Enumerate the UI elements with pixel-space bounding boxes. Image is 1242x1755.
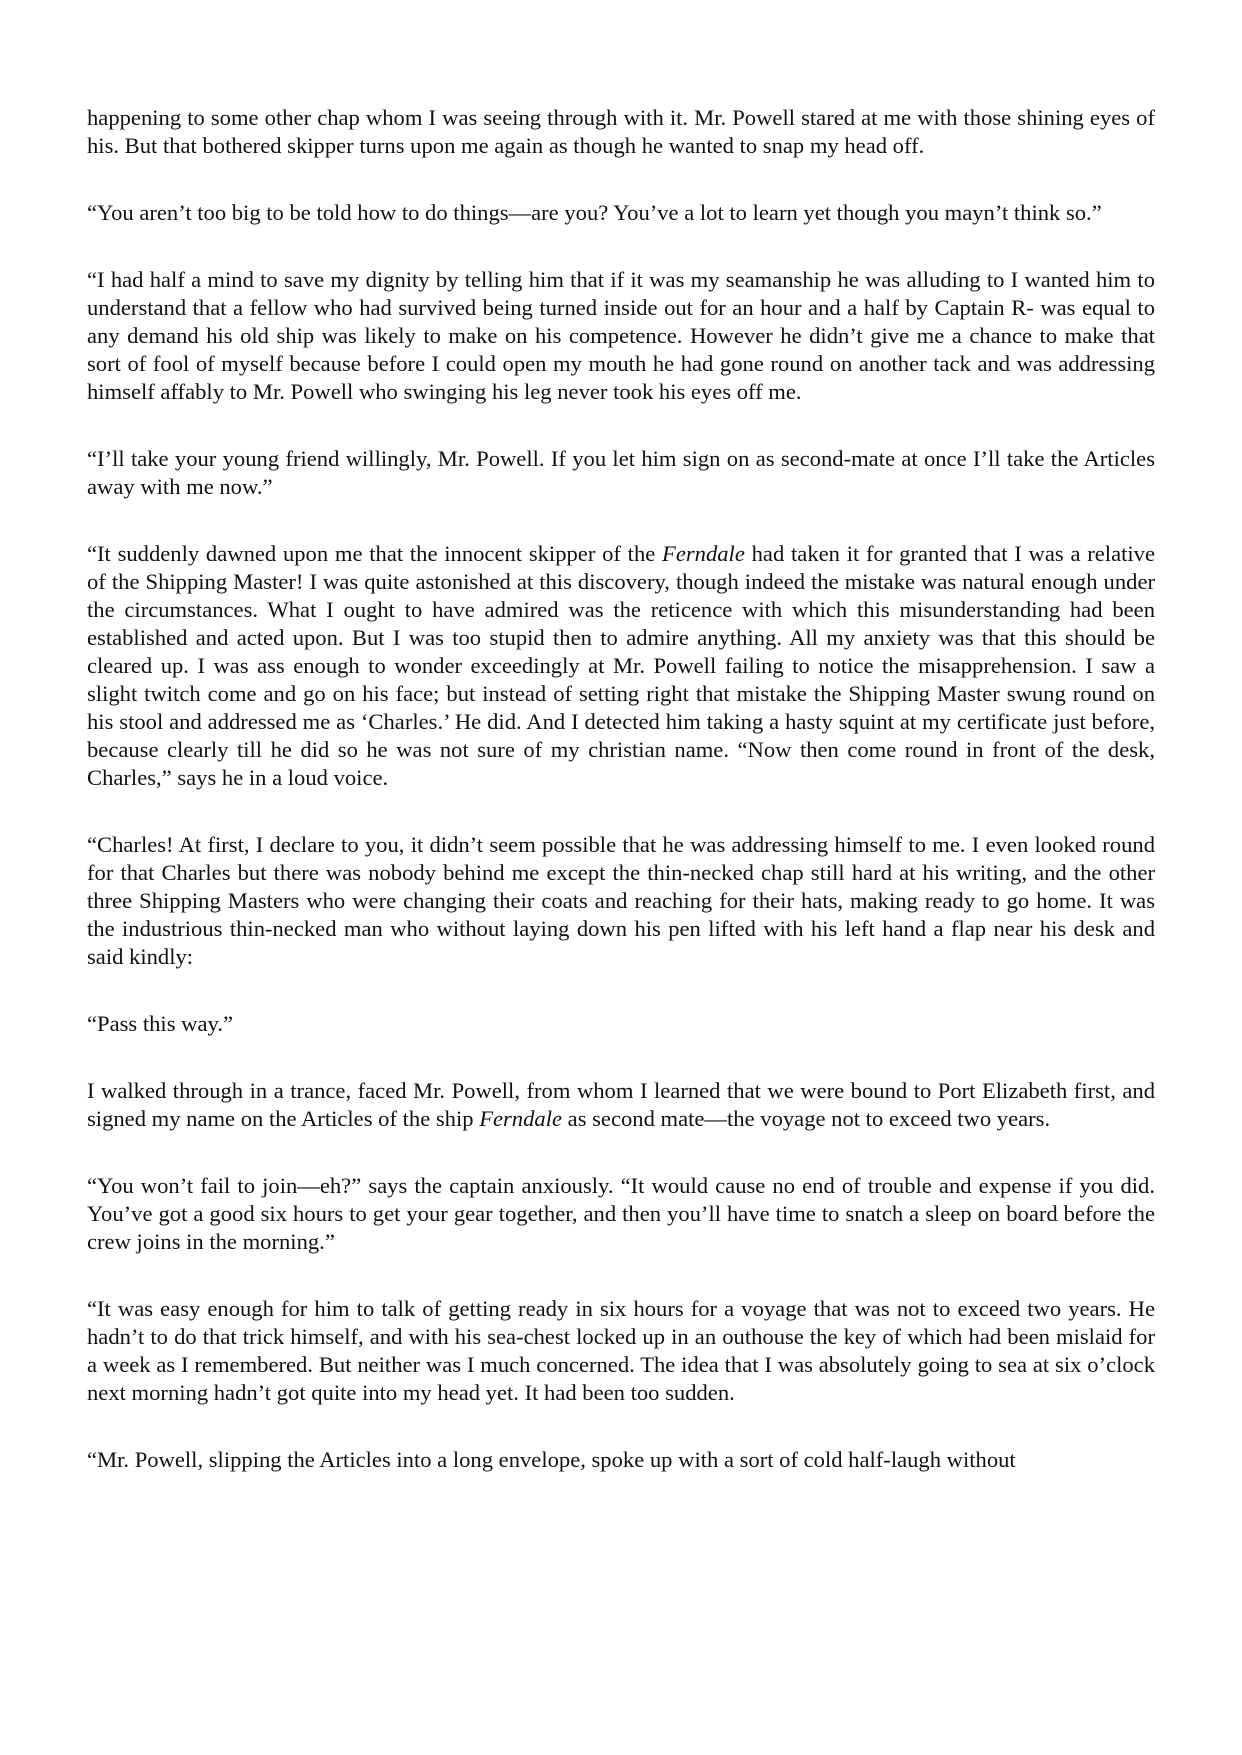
paragraph-text: “You won’t fail to join—eh?” says the captain anxiously. “It would cause no end of trouble and expense if you did. You’ve got a good six hours to get your gear together, and then you’ll have time to snatch a sleep on board before the crew joins in the morning.” xyxy=(87,1173,1155,1254)
paragraph-text: as second mate—the voyage not to exceed two years. xyxy=(562,1106,1051,1131)
paragraph-3 xyxy=(87,266,1155,406)
paragraph-text: “It suddenly dawned upon me that the innocent skipper of the xyxy=(87,541,663,566)
paragraph-text: I walked through in a trance, faced Mr. Powell, from whom I learned that we were bound to Port Elizabeth first, and signed my name on the Articles of the ship xyxy=(87,1078,1155,1131)
paragraph-text: “It was easy enough for him to talk of getting ready in six hours for a voyage that was not to exceed two years. He hadn’t to do that trick himself, and with his sea-chest locked up in an outhouse the key of which had been mislaid for a week as I remembered. But neither was I much concerned. The idea that I was absolutely going to sea at six o’clock next morning hadn’t got quite into my head yet. It had been too sudden. xyxy=(87,1296,1155,1405)
paragraph-text: happening to some other chap whom I was seeing through with it. Mr. Powell stared at me with those shining eyes of his. But that bothered skipper turns upon me again as though he wanted to snap my head off. xyxy=(87,105,1155,158)
paragraph-text: “I’ll take your young friend willingly, Mr. Powell. If you let him sign on as second-mate at once I’ll take the Articles away with me now.” xyxy=(87,446,1155,499)
paragraph-text: “I had half a mind to save my dignity by telling him that if it was my seamanship he was alluding to I wanted him to understand that a fellow who had survived being turned inside out for an hour and a half by Captain R- was equal to any demand his old ship was likely to make on his competence. However he didn’t give me a chance to make that sort of fool of myself because before I could open my mouth he had gone round on another tack and was addressing himself affably to Mr. Powell who swinging his leg never took his eyes off me. xyxy=(87,267,1155,404)
paragraph-6 xyxy=(87,831,1155,971)
paragraph-4 xyxy=(87,445,1155,501)
paragraph-7 xyxy=(87,1010,1155,1038)
paragraph-9 xyxy=(87,1172,1155,1256)
paragraph-text: “You aren’t too big to be told how to do things—are you? You’ve a lot to learn yet though you mayn’t think so.” xyxy=(87,200,1102,225)
paragraph-text: had taken it for granted that I was a relative of the Shipping Master! I was quite astonished at this discovery, though indeed the mistake was natural enough under the circumstances. What I ought to have admired was the reticence with which this misunderstanding had been established and acted upon. But I was too stupid then to admire anything. All my anxiety was that this should be cleared up. I was ass enough to wonder exceedingly at Mr. Powell failing to notice the misapprehension. I saw a slight twitch come and go on his face; but instead of setting right that mistake the Shipping Master swung round on his stool and addressed me as ‘Charles.’ He did. And I detected him taking a hasty squint at my certificate just before, because clearly till he did so he was not sure of my christian name. “Now then come round in front of the desk, Charles,” says he in a loud voice. xyxy=(87,541,1155,790)
paragraph-8 xyxy=(87,1077,1155,1133)
paragraph-2 xyxy=(87,199,1155,227)
document-page xyxy=(87,104,1155,1474)
paragraph-text: “Pass this way.” xyxy=(87,1011,233,1036)
paragraph-text: “Charles! At first, I declare to you, it didn’t seem possible that he was addressing himself to me. I even looked round for that Charles but there was nobody behind me except the thin-necked chap still hard at his writing, and the other three Shipping Masters who were changing their coats and reaching for their hats, making ready to go home. It was the industrious thin-necked man who without laying down his pen lifted with his left hand a flap near his desk and said kindly: xyxy=(87,832,1155,969)
paragraph-5 xyxy=(87,540,1155,792)
ship-name-italic: Ferndale xyxy=(662,541,745,566)
paragraph-text: “Mr. Powell, slipping the Articles into a long envelope, spoke up with a sort of cold half-laugh without xyxy=(87,1447,1016,1472)
ship-name-italic: Ferndale xyxy=(479,1106,563,1131)
paragraph-10 xyxy=(87,1295,1155,1407)
paragraph-11 xyxy=(87,1446,1155,1474)
paragraph-1 xyxy=(87,104,1155,160)
